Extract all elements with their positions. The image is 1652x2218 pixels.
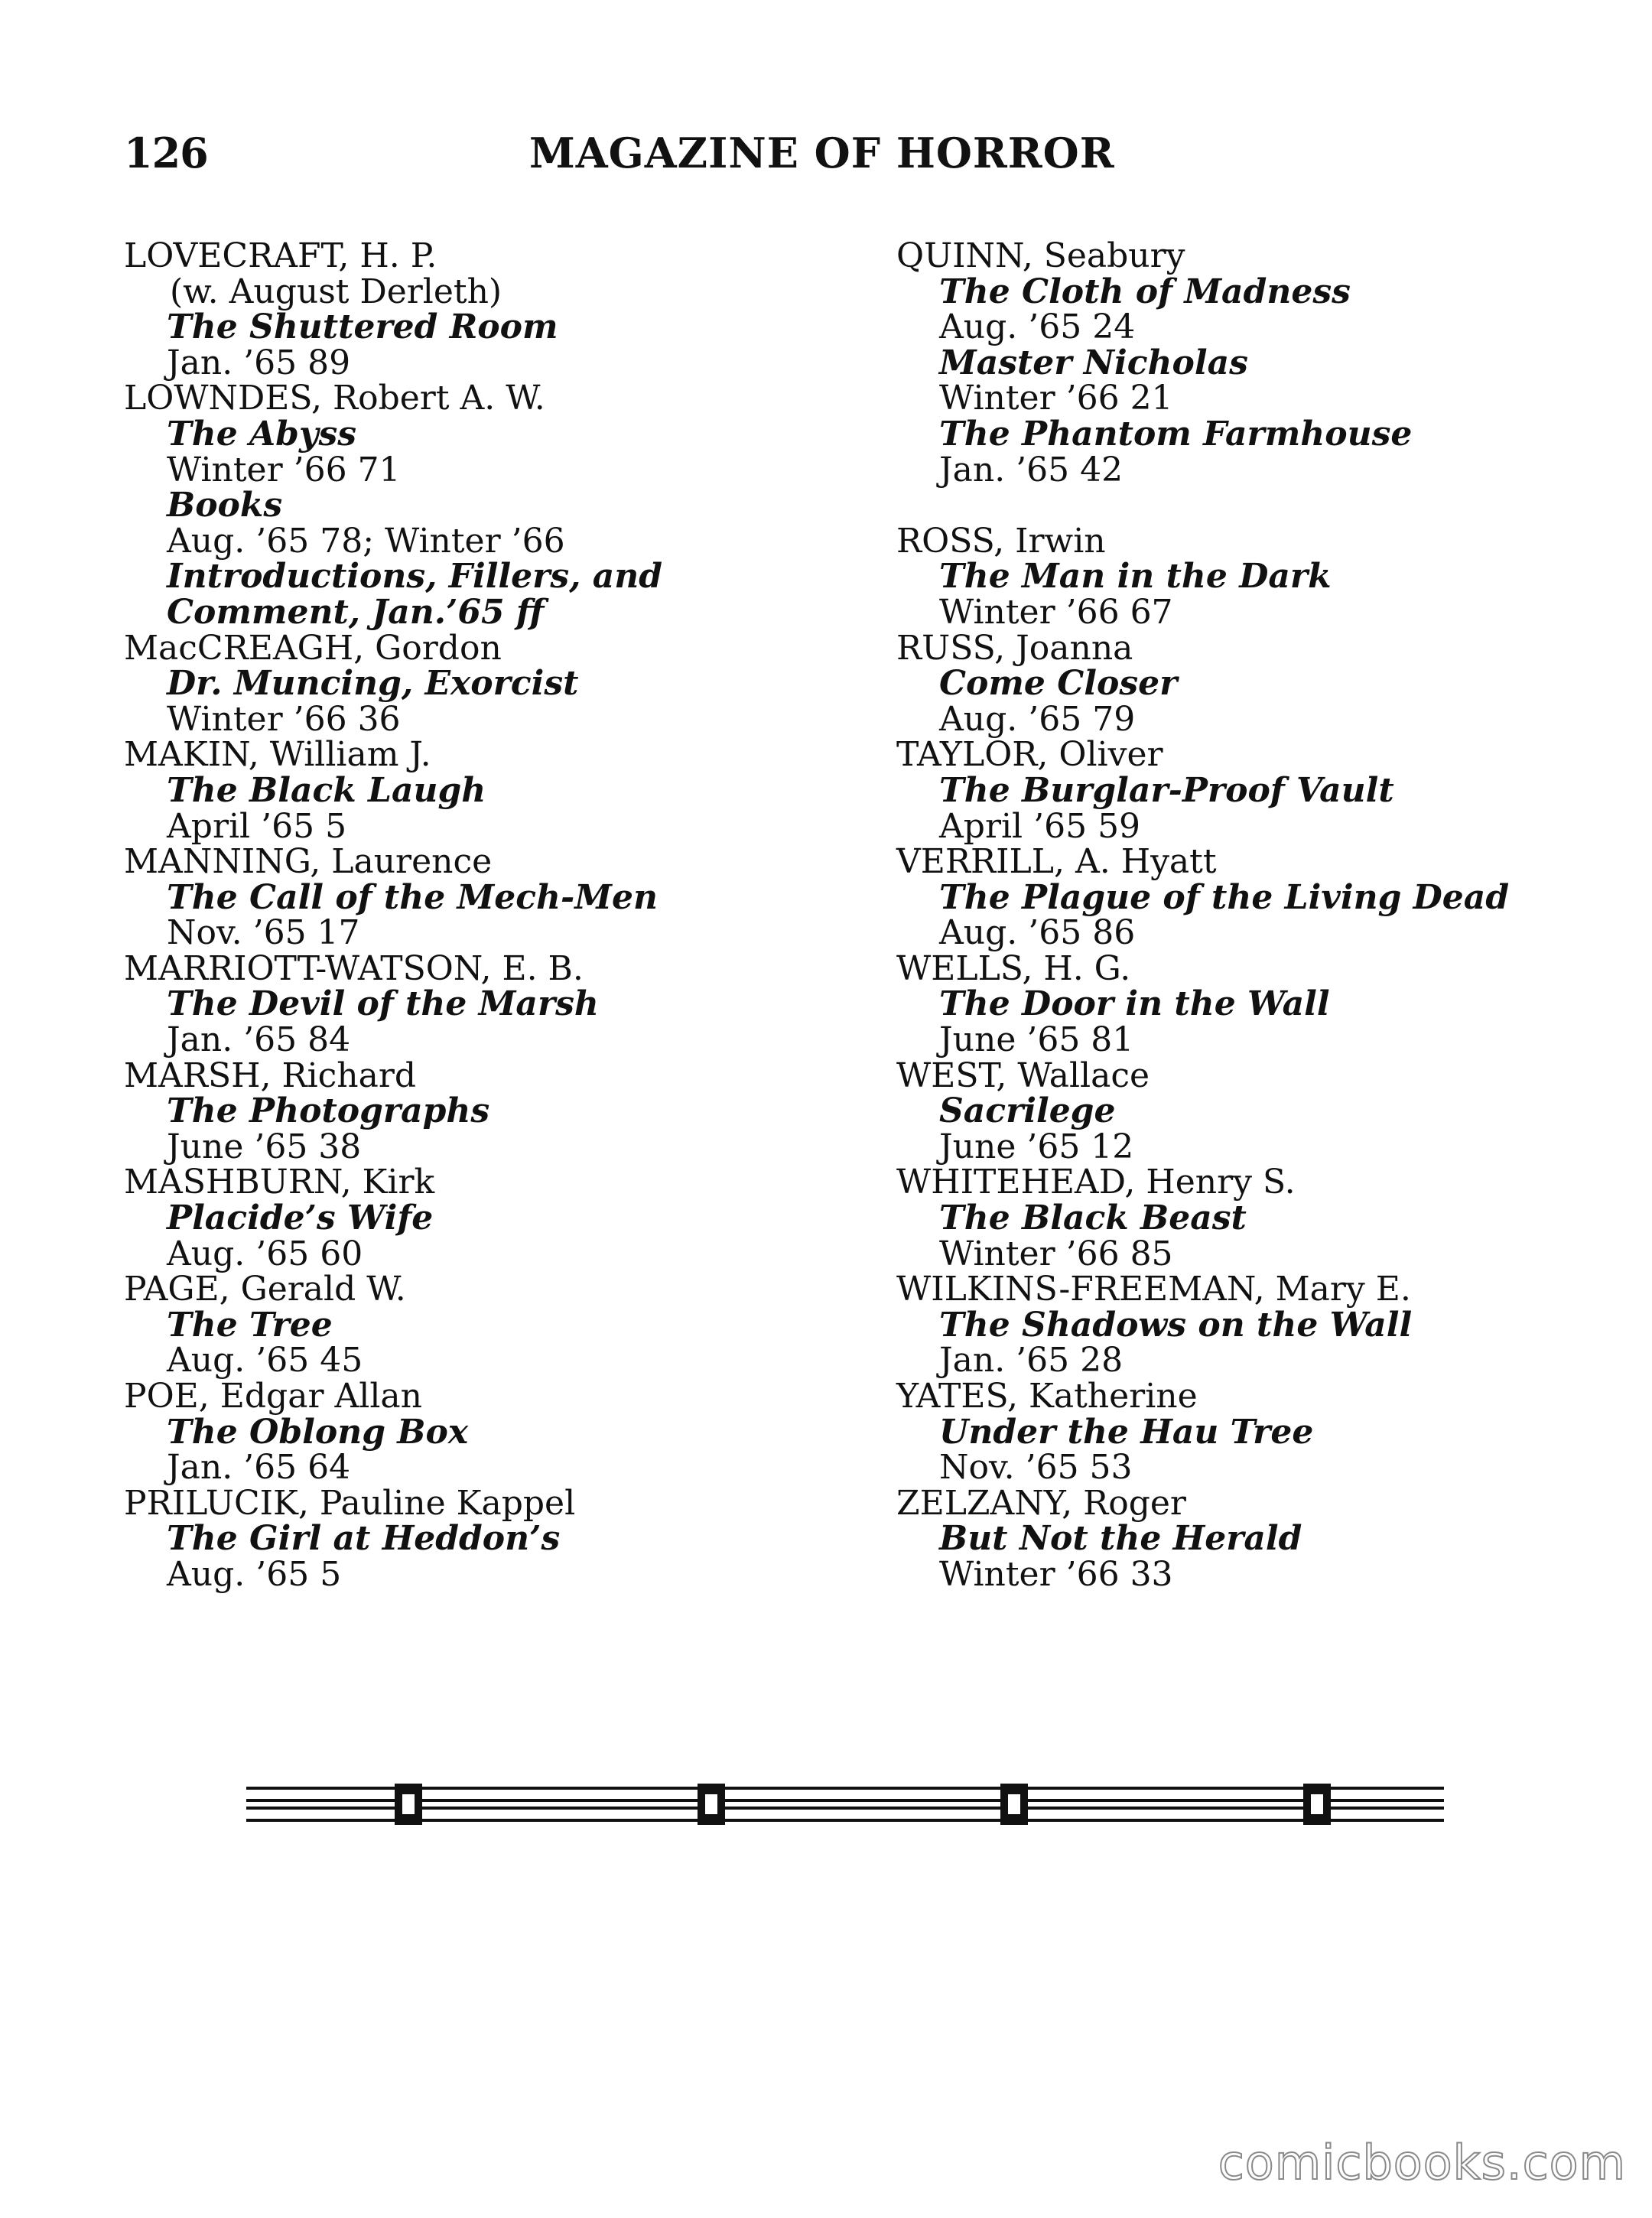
author-name: LOVECRAFT, H. P. (124, 236, 437, 275)
story-title: The Burglar-Proof Vault (939, 770, 1394, 810)
story-title: The Shuttered Room (167, 307, 558, 347)
author-name: MANNING, Laurence (124, 842, 493, 882)
issue-reference: April ’65 59 (939, 806, 1141, 846)
issue-reference: Jan. ’65 84 (167, 1020, 351, 1060)
author-name: MacCREAGH, Gordon (124, 628, 502, 668)
issue-reference: June ’65 38 (167, 1127, 362, 1166)
author-name: VERRILL, A. Hyatt (896, 842, 1217, 882)
author-name: WHITEHEAD, Henry S. (896, 1163, 1296, 1202)
story-title: Come Closer (939, 664, 1178, 704)
story-title: The Call of the Mech-Men (167, 877, 658, 917)
story-title: Under the Hau Tree (939, 1412, 1314, 1452)
issue-reference: Jan. ’65 42 (939, 450, 1124, 489)
ornament-knot-center (1008, 1794, 1020, 1814)
story-title: Introductions, Fillers, and (167, 557, 662, 597)
ornament-knot-center (705, 1794, 717, 1814)
issue-reference: Winter ’66 36 (167, 699, 401, 739)
author-name: PAGE, Gerald W. (124, 1270, 406, 1309)
story-title: The Black Laugh (167, 770, 486, 810)
issue-reference: Aug. ’65 78; Winter ’66 (167, 521, 565, 561)
issue-reference: June ’65 81 (939, 1020, 1134, 1060)
story-title: Books (167, 486, 283, 525)
story-title: The Oblong Box (167, 1412, 469, 1452)
issue-reference: Jan. ’65 64 (167, 1448, 351, 1488)
story-title: The Photographs (167, 1091, 490, 1131)
left-index-column (124, 236, 889, 1594)
issue-reference: Winter ’66 67 (939, 592, 1173, 632)
story-title: The Abyss (167, 414, 357, 454)
story-title: The Man in the Dark (939, 557, 1332, 597)
story-title: The Tree (167, 1305, 333, 1345)
story-title: The Door in the Wall (939, 984, 1330, 1024)
author-note: (w. August Derleth) (170, 272, 502, 311)
issue-reference: Aug. ’65 86 (939, 913, 1136, 953)
right-index-column (896, 236, 1631, 1594)
author-name: RUSS, Joanna (896, 628, 1133, 668)
issue-reference: Jan. ’65 89 (167, 343, 351, 382)
story-title: Sacrilege (939, 1091, 1116, 1131)
issue-reference: June ’65 12 (939, 1127, 1134, 1166)
story-title: The Devil of the Marsh (167, 984, 599, 1024)
story-title: But Not the Herald (939, 1519, 1302, 1559)
author-name: ROSS, Irwin (896, 521, 1106, 561)
issue-reference: Nov. ’65 53 (939, 1448, 1133, 1488)
story-title: Placide’s Wife (167, 1198, 434, 1238)
story-title: Comment, Jan.’65 ff (167, 592, 545, 632)
decorative-rule-ornament (246, 1784, 1444, 1825)
author-name: MARSH, Richard (124, 1055, 417, 1095)
ornament-knot-center (1311, 1794, 1323, 1814)
issue-reference: Aug. ’65 5 (167, 1554, 342, 1594)
issue-reference: Winter ’66 71 (167, 450, 401, 489)
page-header (124, 128, 1179, 182)
story-title: The Shadows on the Wall (939, 1305, 1413, 1345)
story-title: The Plague of the Living Dead (939, 877, 1510, 917)
author-name: LOWNDES, Robert A. W. (124, 379, 545, 418)
author-name: YATES, Katherine (896, 1377, 1198, 1416)
issue-reference: Winter ’66 33 (939, 1554, 1173, 1594)
author-name: PRILUCIK, Pauline Kappel (124, 1483, 576, 1523)
spacer (896, 488, 1631, 524)
watermark: comicbooks.com (1218, 2135, 1626, 2190)
story-title: The Girl at Heddon’s (167, 1519, 561, 1559)
story-title: The Phantom Farmhouse (939, 414, 1413, 454)
story-title: Master Nicholas (939, 343, 1248, 382)
issue-reference: Aug. ’65 24 (939, 307, 1136, 347)
author-name: POE, Edgar Allan (124, 1377, 422, 1416)
story-title: Dr. Muncing, Exorcist (167, 664, 579, 704)
story-title: The Cloth of Madness (939, 272, 1351, 311)
author-name: MARRIOTT-WATSON, E. B. (124, 948, 584, 988)
author-name: MASHBURN, Kirk (124, 1163, 435, 1202)
author-name: ZELZANY, Roger (896, 1483, 1186, 1523)
author-name: WEST, Wallace (896, 1055, 1150, 1095)
story-title: The Black Beast (939, 1198, 1247, 1238)
author-name: WELLS, H. G. (896, 948, 1131, 988)
author-name: QUINN, Seabury (896, 236, 1185, 275)
issue-reference: Winter ’66 21 (939, 379, 1173, 418)
author-name: MAKIN, William J. (124, 735, 431, 775)
issue-reference: Aug. ’65 45 (167, 1341, 363, 1381)
issue-reference: April ’65 5 (167, 806, 347, 846)
ornament-knot-center (402, 1794, 415, 1814)
issue-reference: Aug. ’65 79 (939, 699, 1136, 739)
running-head: MAGAZINE OF HORROR (529, 128, 1115, 177)
issue-reference: Nov. ’65 17 (167, 913, 360, 953)
issue-reference: Winter ’66 85 (939, 1234, 1173, 1273)
issue-reference: Jan. ’65 28 (939, 1341, 1124, 1381)
page-number: 126 (124, 128, 208, 177)
author-name: TAYLOR, Oliver (896, 735, 1163, 775)
author-name: WILKINS-FREEMAN, Mary E. (896, 1270, 1411, 1309)
issue-reference: Aug. ’65 60 (167, 1234, 363, 1273)
